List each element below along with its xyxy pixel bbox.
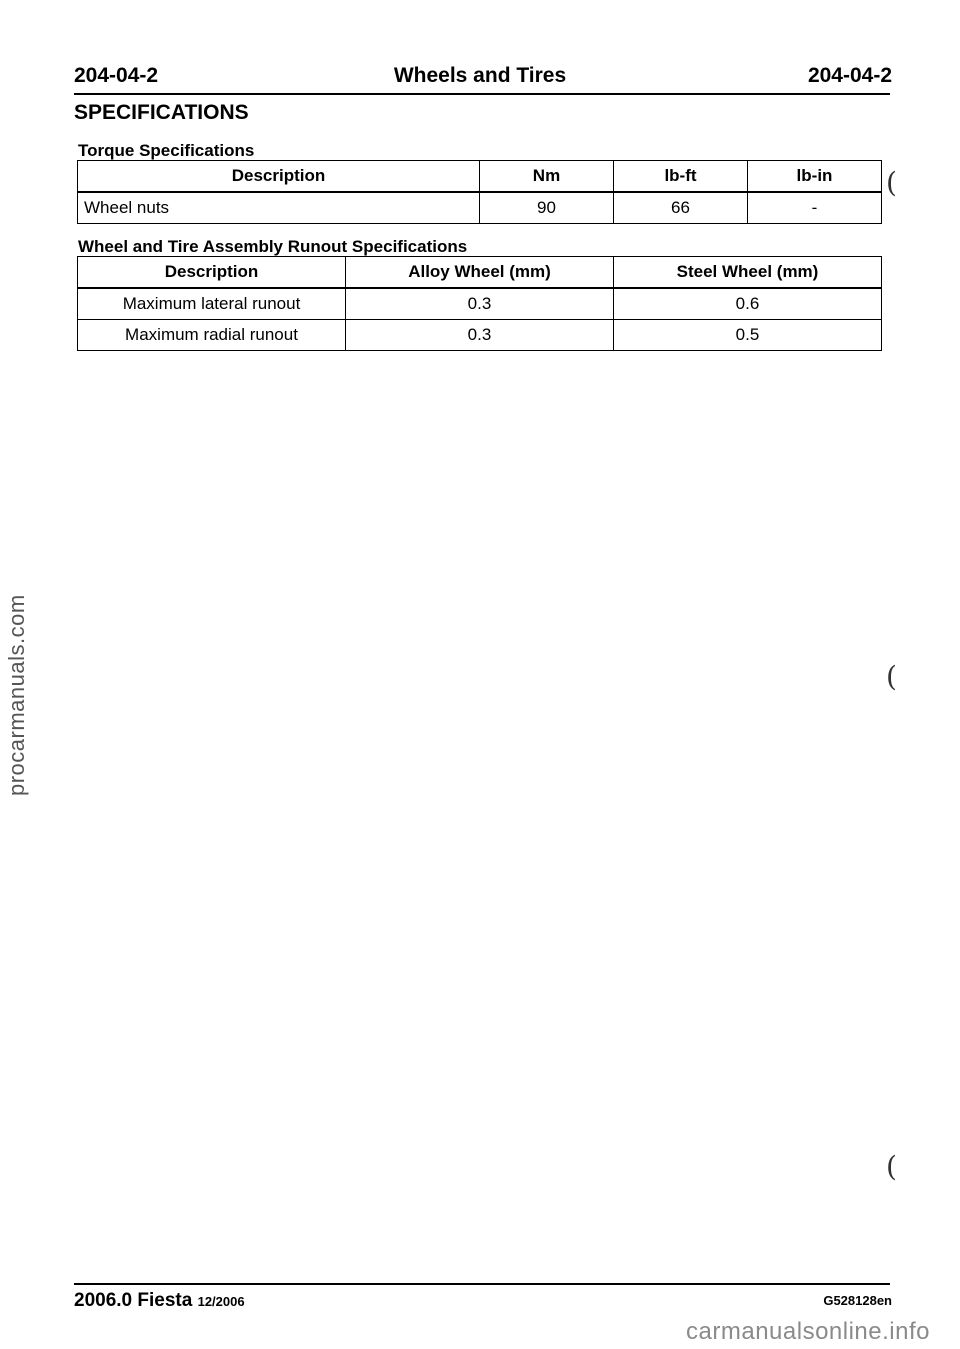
- column-header-steel-wheel: Steel Wheel (mm): [614, 257, 882, 289]
- column-header-lb-ft: lb-ft: [614, 161, 748, 193]
- scan-bracket-mark: (: [886, 660, 897, 693]
- column-header-lb-in: lb-in: [748, 161, 882, 193]
- header-rule: [74, 93, 890, 95]
- page-title: Wheels and Tires: [393, 64, 567, 87]
- cell-steel-wheel: 0.5: [614, 320, 882, 351]
- page-code-right: 204-04-2: [807, 64, 892, 87]
- runout-specifications-heading: Wheel and Tire Assembly Runout Specifications: [78, 237, 468, 256]
- scan-bracket-mark: (: [886, 1150, 897, 1183]
- column-header-alloy-wheel: Alloy Wheel (mm): [346, 257, 614, 289]
- section-title: SPECIFICATIONS: [74, 101, 249, 124]
- cell-description: Wheel nuts: [78, 192, 480, 224]
- torque-specifications-table: [77, 160, 882, 224]
- side-watermark: procarmanuals.com: [4, 594, 29, 796]
- cell-alloy-wheel: 0.3: [346, 320, 614, 351]
- bottom-watermark: carmanualsonline.info: [686, 1318, 930, 1345]
- footer-model: [74, 1288, 245, 1315]
- footer-date: 12/2006: [197, 1294, 245, 1309]
- cell-lb-in: -: [748, 192, 882, 224]
- table-header-row: [78, 257, 882, 289]
- cell-alloy-wheel: 0.3: [346, 288, 614, 320]
- runout-specifications-table: [77, 256, 882, 351]
- cell-description: Maximum lateral runout: [78, 288, 346, 320]
- column-header-description: Description: [78, 161, 480, 193]
- scan-bracket-mark: (: [886, 166, 897, 199]
- cell-steel-wheel: 0.6: [614, 288, 882, 320]
- table-row: [78, 288, 882, 320]
- cell-lb-ft: 66: [614, 192, 748, 224]
- table-row: [78, 320, 882, 351]
- page-code-left: 204-04-2: [74, 64, 159, 87]
- table-row: [78, 192, 882, 224]
- footer-doc-code: G528128en: [823, 1293, 892, 1308]
- footer-rule: [74, 1283, 890, 1285]
- cell-description: Maximum radial runout: [78, 320, 346, 351]
- column-header-description: Description: [78, 257, 346, 289]
- cell-nm: 90: [480, 192, 614, 224]
- table-header-row: [78, 161, 882, 193]
- torque-specifications-heading: Torque Specifications: [78, 141, 255, 160]
- footer-model-name: 2006.0 Fiesta: [74, 1290, 193, 1311]
- column-header-nm: Nm: [480, 161, 614, 193]
